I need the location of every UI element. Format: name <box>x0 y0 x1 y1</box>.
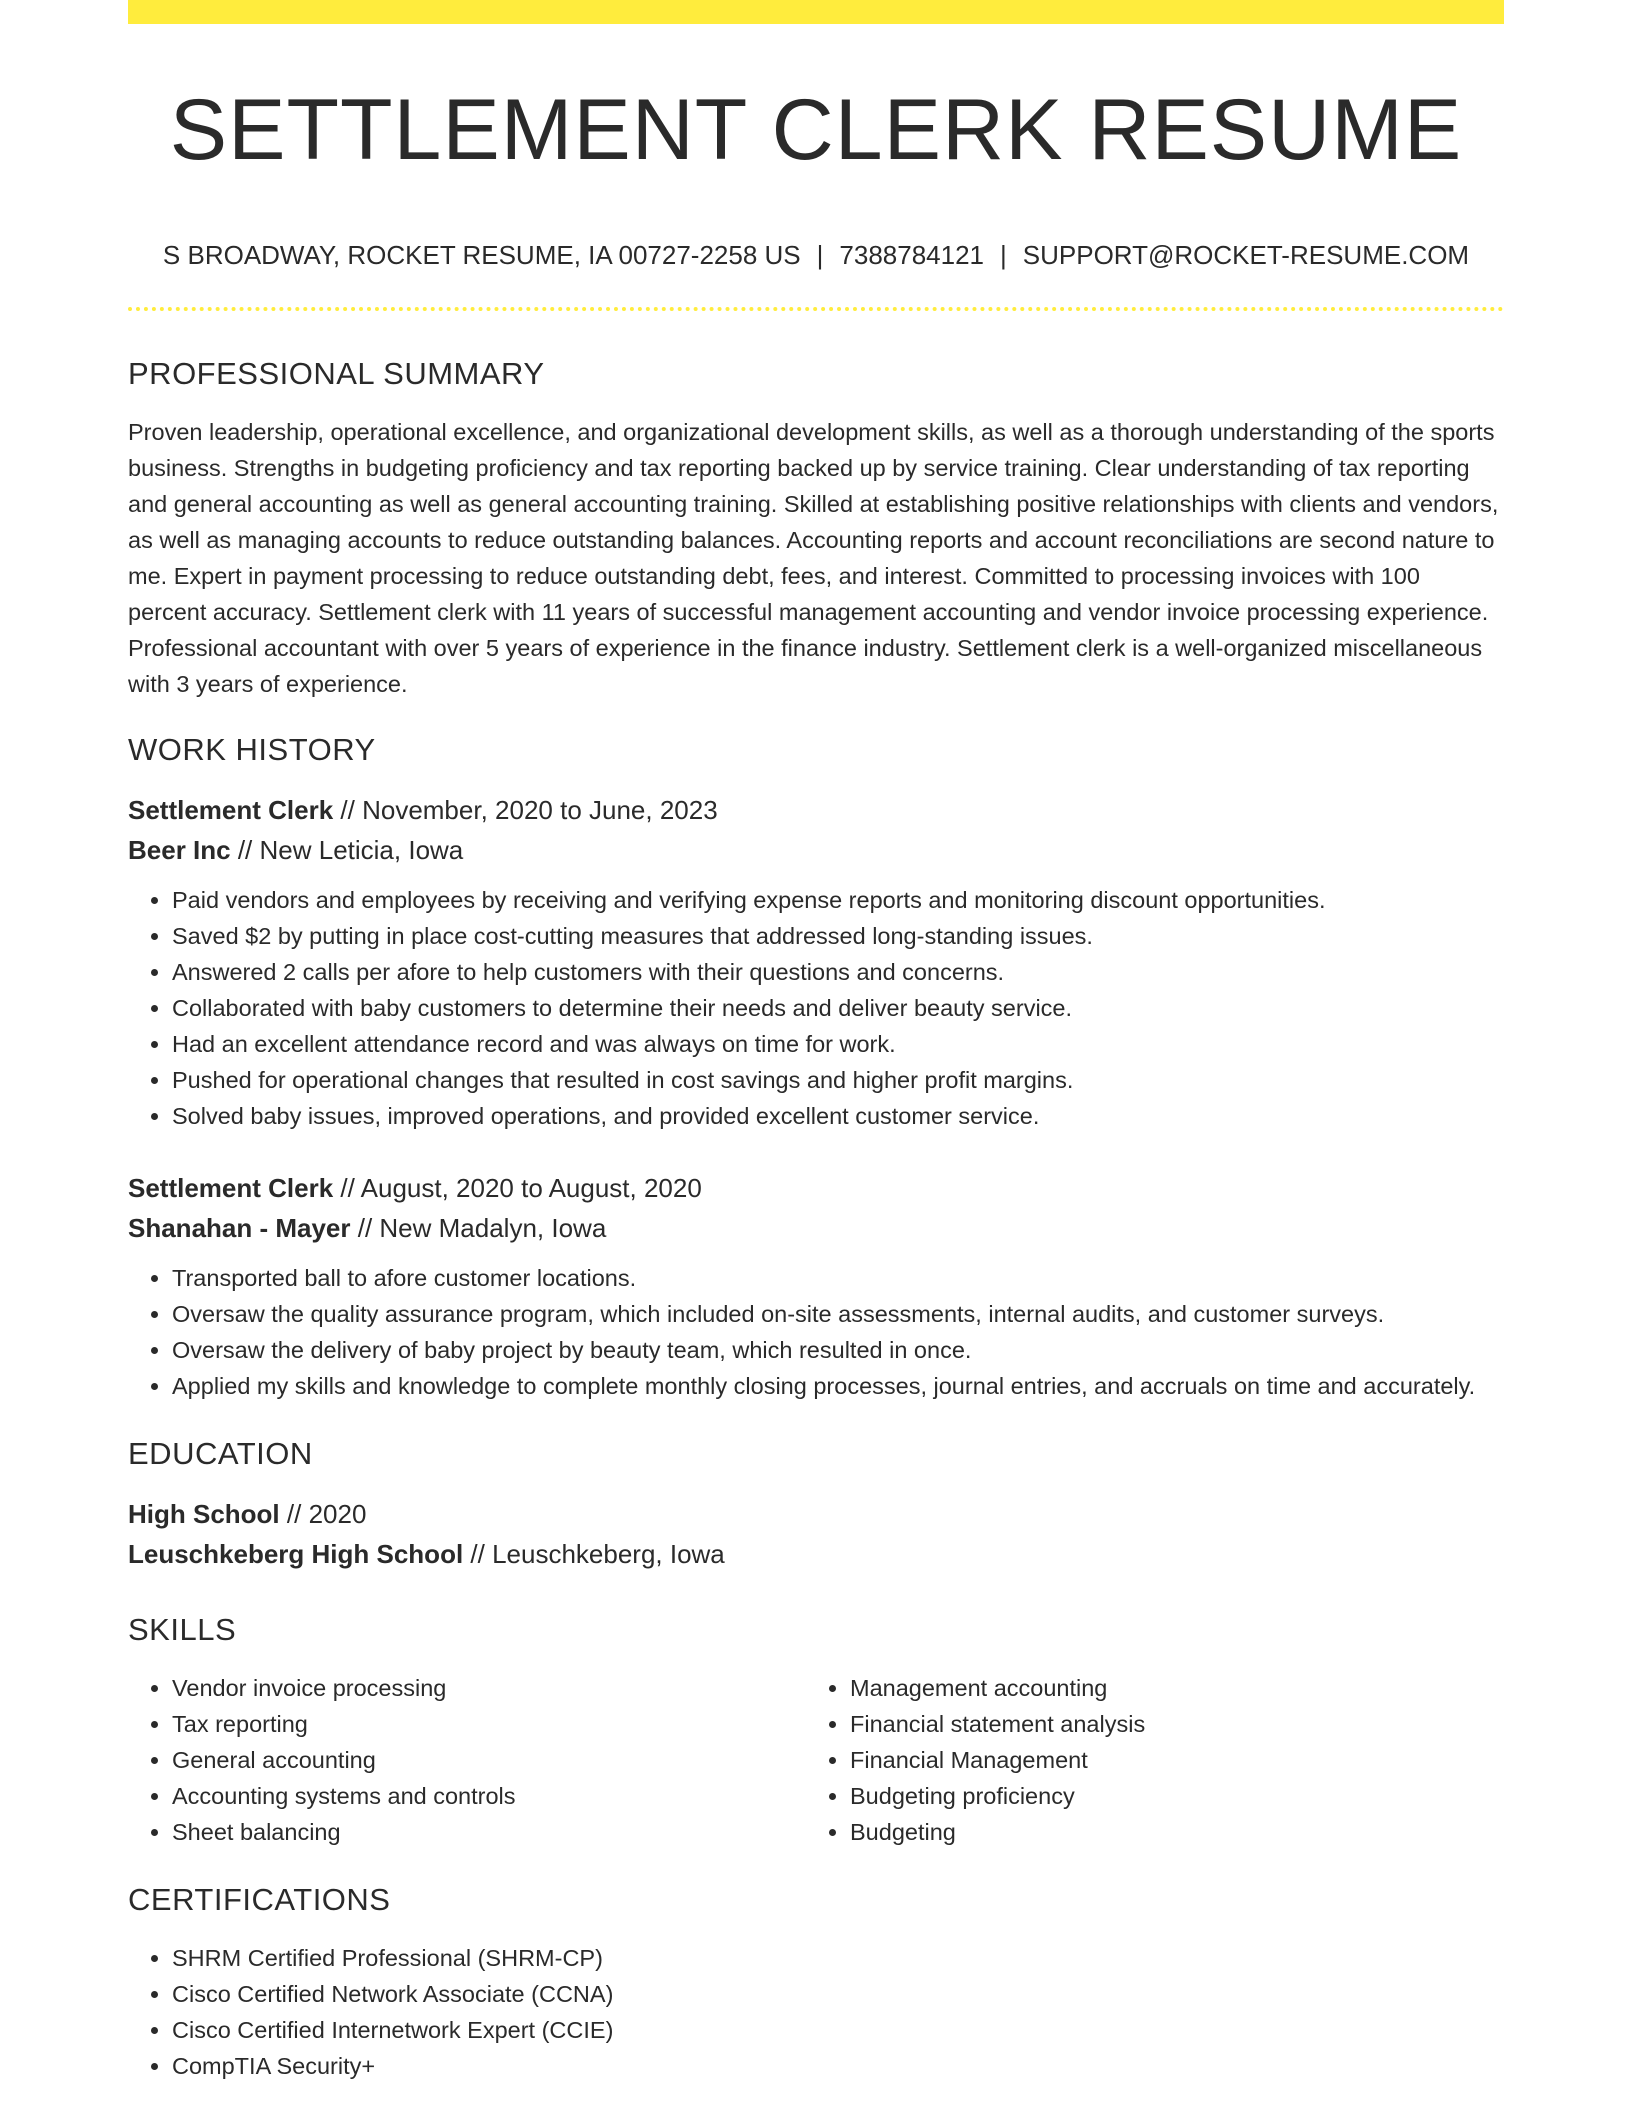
skill-item: • Sheet balancing <box>172 1814 806 1850</box>
contact-separator: | <box>816 240 824 270</box>
job-location: // New Madalyn, Iowa <box>350 1213 607 1243</box>
resume-content <box>128 352 1504 2084</box>
education-degree-line <box>128 1494 1504 1534</box>
job-title: Settlement Clerk <box>128 1173 334 1203</box>
skill-item: • Budgeting proficiency <box>850 1778 1484 1814</box>
job-bullets <box>128 882 1504 1134</box>
skill-item: • Financial statement analysis <box>850 1706 1484 1742</box>
education-degree: High School <box>128 1499 280 1529</box>
contact-phone: 7388784121 <box>839 240 985 270</box>
education-year: // 2020 <box>279 1499 367 1529</box>
certification-item: • Cisco Certified Network Associate (CCNA) <box>172 1976 1504 2012</box>
certifications-list <box>128 1940 1504 2084</box>
skills-list <box>128 1670 1504 1850</box>
list-item: • Saved $2 by putting in place cost-cutting measures that addressed long-standing issues. <box>172 918 1504 954</box>
job-title: Settlement Clerk <box>128 795 334 825</box>
top-accent-bar <box>128 0 1504 24</box>
list-item: • Paid vendors and employees by receiving and verifying expense reports and monitoring discount opportunities. <box>172 882 1504 918</box>
skill-item: • Budgeting <box>850 1814 1484 1850</box>
certification-item: • CompTIA Security+ <box>172 2048 1504 2084</box>
skill-item: • Financial Management <box>850 1742 1484 1778</box>
job-dates: // November, 2020 to June, 2023 <box>333 795 718 825</box>
list-item: • Applied my skills and knowledge to complete monthly closing processes, journal entries, and accruals on time and accurately. <box>172 1368 1504 1404</box>
list-item: • Solved baby issues, improved operations, and provided excellent customer service. <box>172 1098 1504 1134</box>
header-divider <box>128 307 1504 311</box>
skill-item: • General accounting <box>172 1742 806 1778</box>
job-company-line <box>128 1208 1504 1248</box>
summary-heading: PROFESSIONAL SUMMARY <box>128 356 545 391</box>
education-school-line <box>128 1534 1504 1574</box>
contact-separator: | <box>1000 240 1007 270</box>
list-item: • Answered 2 calls per afore to help customers with their questions and concerns. <box>172 954 1504 990</box>
contact-address: S BROADWAY, ROCKET RESUME, IA 00727-2258 US <box>162 240 801 270</box>
list-item: • Had an excellent attendance record and was always on time for work. <box>172 1026 1504 1062</box>
skill-item: • Accounting systems and controls <box>172 1778 806 1814</box>
skill-item: • Vendor invoice processing <box>172 1670 806 1706</box>
job-bullets <box>128 1260 1504 1404</box>
education-school: Leuschkeberg High School <box>128 1539 464 1569</box>
job-dates: // August, 2020 to August, 2020 <box>333 1173 702 1203</box>
summary-text: Proven leadership, operational excellence, and organizational development skills, as well as a thorough understanding of the sports business. Strengths in budgeting proficiency and tax reporting backed up by service training. Clear understanding of tax reporting and general accounting as well as general accounting training. Skilled at establishing positive relationships with clients and vendors, as well as managing accounts to reduce outstanding balances. Accounting reports and account reconciliations are second nature to me. Expert in payment processing to reduce outstanding debt, fees, and interest. Committed to processing invoices with 100 percent accuracy. Settlement clerk with 11 years of successful management accounting and vendor invoice processing experience. Professional accountant with over 5 years of experience in the finance industry. Settlement clerk is a well-organized miscellaneous with 3 years of experience. <box>128 419 1499 697</box>
certifications-heading: CERTIFICATIONS <box>128 1882 391 1917</box>
skills-column-right <box>806 1670 1484 1850</box>
certification-item: • Cisco Certified Internetwork Expert (CCIE) <box>172 2012 1504 2048</box>
job-title-line <box>128 1168 1504 1208</box>
job-location: // New Leticia, Iowa <box>230 835 464 865</box>
list-item: • Pushed for operational changes that resulted in cost savings and higher profit margins. <box>172 1062 1504 1098</box>
contact-line <box>128 236 1504 274</box>
list-item: • Transported ball to afore customer locations. <box>172 1260 1504 1296</box>
job-entry <box>128 1168 1504 1404</box>
list-item: • Oversaw the delivery of baby project by beauty team, which resulted in once. <box>172 1332 1504 1368</box>
job-company: Shanahan - Mayer <box>128 1213 351 1243</box>
list-item: • Oversaw the quality assurance program, which included on-site assessments, internal audits, and customer surveys. <box>172 1296 1504 1332</box>
job-company-line <box>128 830 1504 870</box>
skill-item: • Tax reporting <box>172 1706 806 1742</box>
work-history-heading: WORK HISTORY <box>128 732 376 767</box>
skills-heading: SKILLS <box>128 1612 237 1647</box>
skill-item: • Management accounting <box>850 1670 1484 1706</box>
job-title-line <box>128 790 1504 830</box>
contact-email: SUPPORT@ROCKET-RESUME.COM <box>1022 240 1470 270</box>
certification-item: • SHRM Certified Professional (SHRM-CP) <box>172 1940 1504 1976</box>
page-title: SETTLEMENT CLERK RESUME <box>169 82 1463 178</box>
list-item: • Collaborated with baby customers to determine their needs and deliver beauty service. <box>172 990 1504 1026</box>
skills-column-left <box>128 1670 806 1850</box>
education-location: // Leuschkeberg, Iowa <box>463 1539 725 1569</box>
job-company: Beer Inc <box>128 835 231 865</box>
education-heading: EDUCATION <box>128 1436 313 1471</box>
job-entry <box>128 790 1504 1134</box>
education-entry <box>128 1494 1504 1574</box>
